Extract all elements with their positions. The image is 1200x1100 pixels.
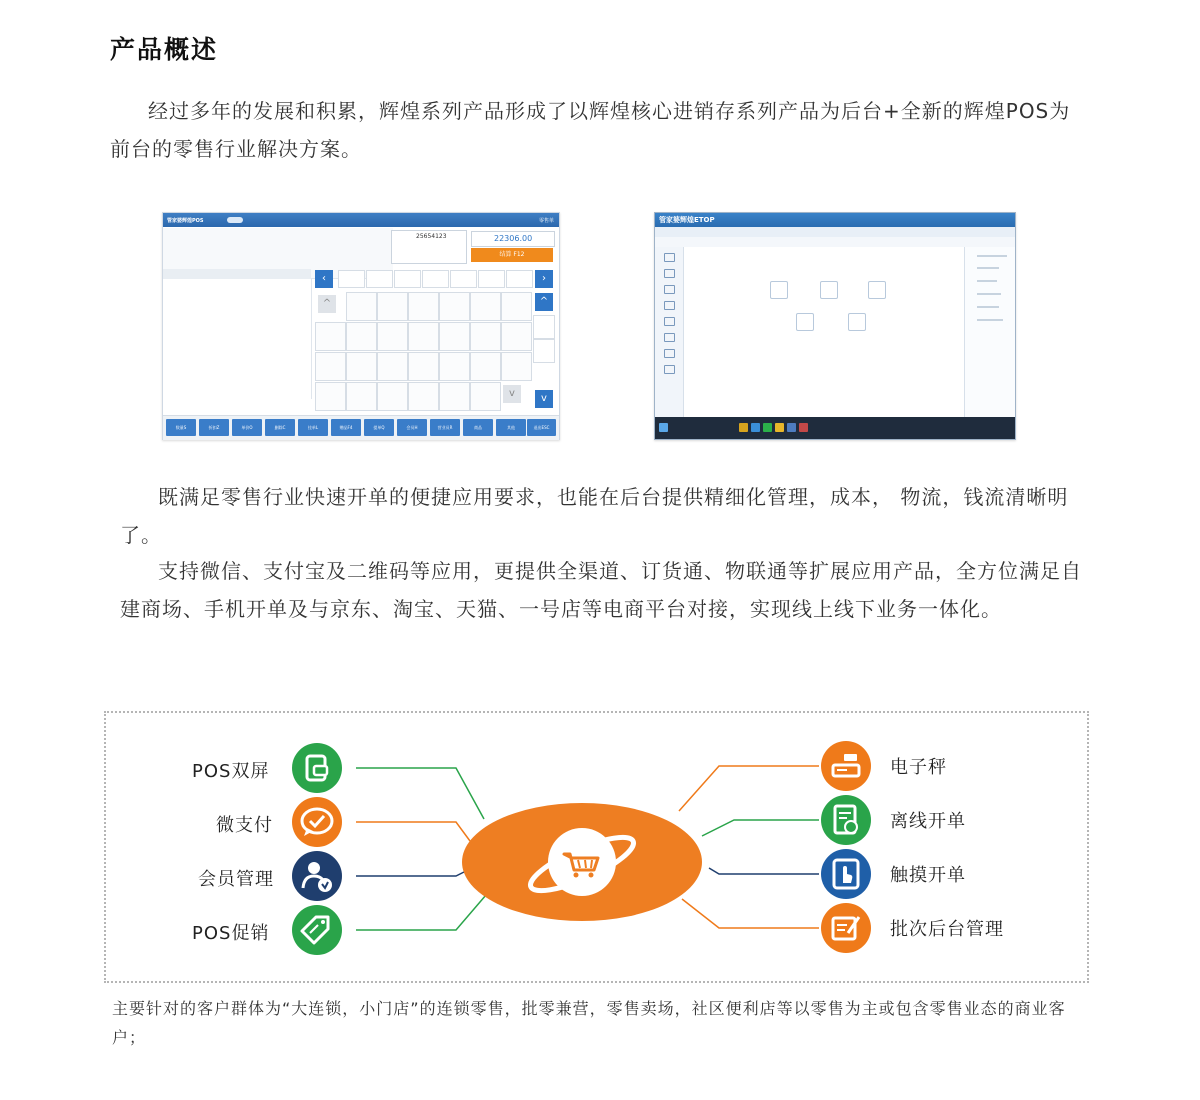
erp-nav-icon[interactable]	[664, 365, 675, 374]
connector-line	[702, 820, 819, 836]
pos-product-cell[interactable]	[377, 382, 408, 411]
scale-icon	[821, 741, 871, 791]
pos-titlebar	[163, 213, 559, 227]
erp-titlebar	[655, 213, 1015, 227]
pos-next-category[interactable]: ›	[535, 270, 553, 288]
pos-title: 管家婆辉煌POS	[167, 218, 204, 224]
erp-sidebar	[655, 247, 684, 417]
pos-footer-button[interactable]: 挂单L	[298, 419, 328, 436]
paragraph-integration: 支持微信、支付宝及二维码等应用，更提供全渠道、订货通、物联通等扩展应用产品，全方位满足自建商场、手机开单及与京东、淘宝、天猫、一号店等电商平台对接，实现线上线下业务一体化。	[120, 559, 1082, 621]
erp-nav-icon[interactable]	[664, 333, 675, 342]
pos-product-cell[interactable]	[439, 382, 470, 411]
erp-flow-tile[interactable]	[796, 313, 814, 331]
start-icon[interactable]	[659, 423, 668, 432]
pos-category-tab[interactable]	[394, 270, 421, 288]
pos-pay-button[interactable]: 结算 F12	[471, 248, 553, 262]
pos-mode: 零售单	[538, 218, 554, 224]
pos-footer-button[interactable]: 提单Q	[364, 419, 394, 436]
pos-footer-bar	[163, 415, 559, 440]
center-hub	[461, 802, 703, 922]
erp-nav-icon[interactable]	[664, 301, 675, 310]
pos-product-cell[interactable]	[408, 352, 439, 381]
pos-item-list	[163, 279, 312, 399]
pos-product-cell[interactable]	[315, 322, 346, 351]
pos-product-cell[interactable]	[377, 352, 408, 381]
pos-product-cell[interactable]	[408, 322, 439, 351]
pos-category-tab[interactable]	[478, 270, 505, 288]
connector-line	[356, 822, 470, 841]
pos-footer-button[interactable]: 折扣Z	[199, 419, 229, 436]
erp-flow-tile[interactable]	[770, 281, 788, 299]
pos-side-down[interactable]: v	[535, 390, 553, 408]
offline-order-icon	[821, 795, 871, 845]
pos-product-cell[interactable]	[346, 382, 377, 411]
pos-footer-button[interactable]: 退出ESC	[527, 419, 556, 436]
intro-paragraph: 经过多年的发展和积累，辉煌系列产品形成了以辉煌核心进销存系列产品为后台+全新的辉煌POS为前台的零售行业解决方案。	[110, 99, 1071, 161]
batch-edit-icon	[821, 903, 871, 953]
feature-label-micro-payment: 微支付	[216, 815, 273, 836]
paragraph-management: 既满足零售行业快速开单的便捷应用要求，也能在后台提供精细化管理，成本， 物流，钱流清晰明了。	[120, 485, 1069, 547]
feature-label-member-management: 会员管理	[198, 869, 274, 890]
connector-line	[709, 868, 819, 874]
pos-side-up[interactable]: ^	[535, 293, 553, 311]
feature-label-pos-dual-screen: POS双屏	[192, 761, 270, 782]
pos-total-box	[471, 231, 555, 247]
pos-product-cell[interactable]	[470, 292, 501, 321]
pos-footer-button[interactable]: 单价O	[232, 419, 262, 436]
taskbar-app-icon[interactable]	[739, 423, 748, 432]
pos-product-cell[interactable]	[439, 352, 470, 381]
pos-footer-button[interactable]: 营业员R	[430, 419, 460, 436]
pos-category-tab[interactable]	[450, 270, 477, 288]
pos-product-cell[interactable]	[501, 292, 532, 321]
pos-product-cell[interactable]	[346, 352, 377, 381]
erp-taskbar	[655, 417, 1015, 439]
pos-product-cell[interactable]	[315, 382, 346, 411]
erp-screenshot	[654, 212, 1016, 440]
erp-flow-tile[interactable]	[820, 281, 838, 299]
pos-footer-button[interactable]: 数量S	[166, 419, 196, 436]
pos-product-cell[interactable]	[439, 322, 470, 351]
connector-line	[356, 871, 466, 876]
erp-nav-icon[interactable]	[664, 269, 675, 278]
pos-product-cell[interactable]	[470, 322, 501, 351]
erp-flow-tile[interactable]	[848, 313, 866, 331]
pos-product-cell[interactable]	[377, 292, 408, 321]
erp-nav-icon[interactable]	[664, 285, 675, 294]
pos-product-cell[interactable]	[470, 382, 501, 411]
pos-prev-category[interactable]: ‹	[315, 270, 333, 288]
pos-product-cell[interactable]	[470, 352, 501, 381]
taskbar-app-icon[interactable]	[763, 423, 772, 432]
pos-category-tab[interactable]	[506, 270, 533, 288]
pos-footer-button[interactable]: 删除C	[265, 419, 295, 436]
pos-order-box	[391, 230, 467, 264]
taskbar-app-icon[interactable]	[799, 423, 808, 432]
target-customers-note: 主要针对的客户群体为“大连锁，小门店”的连锁零售，批零兼营，零售卖场，社区便利店等以零售为主或包含零售业态的商业客户；	[112, 999, 1066, 1047]
erp-nav-icon[interactable]	[664, 253, 675, 262]
pos-footer-button[interactable]: 其他	[496, 419, 526, 436]
pos-footer-button[interactable]: 会员H	[397, 419, 427, 436]
pos-total-amount: 22306.00	[494, 234, 533, 243]
touch-icon	[821, 849, 871, 899]
page-heading: 产品概述	[110, 35, 219, 64]
feature-label-electronic-scale: 电子秤	[890, 757, 947, 778]
feature-label-offline-order: 离线开单	[890, 811, 966, 832]
feature-label-batch-backend: 批次后台管理	[890, 919, 1004, 940]
pos-footer-button[interactable]: 赠品F4	[331, 419, 361, 436]
dual-screen-icon	[292, 743, 342, 793]
feature-label-touch-order: 触摸开单	[890, 865, 966, 886]
erp-flow-tile[interactable]	[868, 281, 886, 299]
pos-category-tab[interactable]	[422, 270, 449, 288]
feature-label-pos-promotion: POS促销	[192, 923, 270, 944]
pos-screenshot	[162, 212, 560, 440]
pos-page-down[interactable]: v	[503, 385, 521, 403]
erp-workspace	[684, 247, 964, 417]
pos-category-tab[interactable]	[338, 270, 365, 288]
erp-right-panel	[964, 247, 1016, 417]
taskbar-app-icon[interactable]	[775, 423, 784, 432]
chat-payment-icon	[292, 797, 342, 847]
member-icon	[292, 851, 342, 901]
pos-product-cell[interactable]	[501, 352, 532, 381]
pos-product-cell[interactable]	[346, 322, 377, 351]
pos-side-slot[interactable]	[533, 339, 555, 363]
erp-title: 管家婆辉煌ETOP	[659, 216, 715, 224]
tag-icon	[292, 905, 342, 955]
pos-product-cell[interactable]	[315, 352, 346, 381]
pos-product-cell[interactable]	[501, 322, 532, 351]
taskbar-app-icon[interactable]	[751, 423, 760, 432]
pos-product-cell[interactable]	[408, 292, 439, 321]
erp-nav-icon[interactable]	[664, 349, 675, 358]
erp-nav-icon[interactable]	[664, 317, 675, 326]
pos-order-no: 25654123	[416, 233, 447, 240]
shopping-cart-planet-icon	[461, 802, 703, 922]
pos-category-tab[interactable]	[366, 270, 393, 288]
pos-side-slot[interactable]	[533, 315, 555, 339]
taskbar-app-icon[interactable]	[787, 423, 796, 432]
pos-table-header	[163, 269, 311, 279]
pos-product-cell[interactable]	[408, 382, 439, 411]
pos-product-cell[interactable]	[346, 292, 377, 321]
pos-product-cell[interactable]	[439, 292, 470, 321]
pos-product-cell[interactable]	[377, 322, 408, 351]
pos-footer-button[interactable]: 商品	[463, 419, 493, 436]
pos-page-up[interactable]: ^	[318, 295, 336, 313]
